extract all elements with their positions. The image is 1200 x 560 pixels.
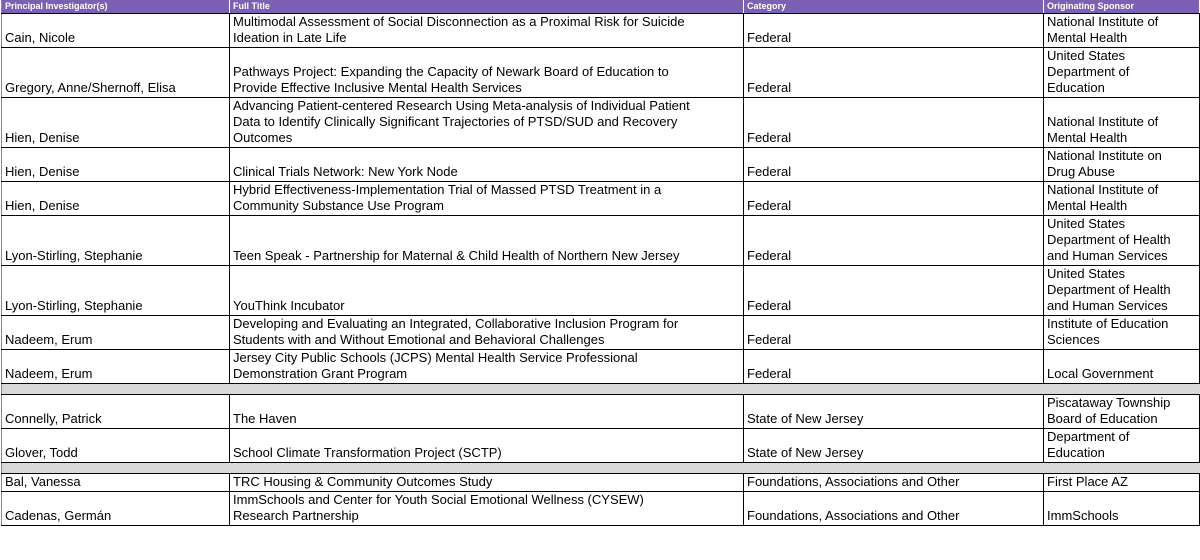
title-cell (230, 148, 744, 182)
sponsor-cell-line: Education (1047, 445, 1105, 460)
sponsor-cell-line (1047, 350, 1196, 366)
pi-cell: Nadeem, Erum (2, 350, 230, 384)
title-cell (230, 182, 744, 216)
sponsor-cell-line: United States (1047, 266, 1126, 281)
sponsor-cell (1044, 474, 1200, 492)
category-cell: Federal (744, 48, 1044, 98)
table-row (2, 98, 1200, 148)
sponsor-cell-line: Department of Health (1047, 232, 1171, 247)
header-pi: Principal Investigator(s) (2, 0, 230, 14)
sponsor-cell-line: First Place AZ (1047, 474, 1128, 489)
title-cell (230, 216, 744, 266)
sponsor-cell-line: Education (1047, 80, 1105, 95)
sponsor-cell (1044, 492, 1200, 526)
pi-cell: Connelly, Patrick (2, 395, 230, 429)
divider-cell (2, 384, 230, 395)
title-cell-line: ImmSchools and Center for Youth Social Emotional Wellness (CYSEW) (233, 492, 644, 507)
sponsor-cell-line: Department of (1047, 429, 1130, 444)
grants-table (1, 0, 1200, 526)
sponsor-cell-line: and Human Services (1047, 248, 1168, 263)
title-cell (230, 350, 744, 384)
sponsor-cell-line: National Institute of (1047, 114, 1159, 129)
category-cell: Foundations, Associations and Other (744, 492, 1044, 526)
table-row (2, 429, 1200, 463)
table-row (2, 216, 1200, 266)
pi-cell: Cain, Nicole (2, 14, 230, 48)
pi-cell: Hien, Denise (2, 182, 230, 216)
sponsor-cell (1044, 395, 1200, 429)
title-cell-line: Pathways Project: Expanding the Capacity of Newark Board of Education to (233, 64, 669, 79)
title-cell-line: Developing and Evaluating an Integrated, Collaborative Inclusion Program for (233, 316, 679, 331)
table-row (2, 316, 1200, 350)
table-row (2, 182, 1200, 216)
title-cell-line: Multimodal Assessment of Social Disconnection as a Proximal Risk for Suicide (233, 14, 685, 29)
table-row (2, 350, 1200, 384)
table-body (2, 14, 1200, 526)
title-cell-line: The Haven (233, 411, 297, 426)
sponsor-cell (1044, 350, 1200, 384)
divider-cell (1044, 463, 1200, 474)
sponsor-cell-line: Department of Health (1047, 282, 1171, 297)
sponsor-cell-line: Mental Health (1047, 198, 1128, 213)
category-cell: Federal (744, 14, 1044, 48)
title-cell (230, 316, 744, 350)
divider-cell (744, 463, 1044, 474)
pi-cell: Lyon-Stirling, Stephanie (2, 266, 230, 316)
sponsor-cell-line: Institute of Education (1047, 316, 1169, 331)
section-divider (2, 384, 1200, 395)
table-row (2, 474, 1200, 492)
header-sponsor: Originating Sponsor (1044, 0, 1200, 14)
title-cell-line: YouThink Incubator (233, 298, 345, 313)
sponsor-cell (1044, 98, 1200, 148)
category-cell: State of New Jersey (744, 395, 1044, 429)
header-title: Full Title (230, 0, 744, 14)
title-cell (230, 266, 744, 316)
header-category: Category (744, 0, 1044, 14)
divider-cell (230, 384, 744, 395)
title-cell (230, 429, 744, 463)
category-cell: State of New Jersey (744, 429, 1044, 463)
title-cell-line: Ideation in Late Life (233, 30, 347, 45)
sponsor-cell-line: National Institute of (1047, 182, 1159, 197)
sponsor-cell (1044, 216, 1200, 266)
title-cell-line: Outcomes (233, 130, 293, 145)
sponsor-cell (1044, 429, 1200, 463)
sponsor-cell-line (1047, 492, 1196, 508)
title-cell (230, 492, 744, 526)
sponsor-cell-line: United States (1047, 48, 1126, 63)
title-cell-line: Students with and Without Emotional and Behavioral Challenges (233, 332, 605, 347)
title-cell-line: Data to Identify Clinically Significant Trajectories of PTSD/SUD and Recovery (233, 114, 678, 129)
sponsor-cell (1044, 48, 1200, 98)
sponsor-cell-line: Piscataway Township (1047, 395, 1171, 410)
pi-cell: Lyon-Stirling, Stephanie (2, 216, 230, 266)
table-row (2, 395, 1200, 429)
table-row (2, 148, 1200, 182)
pi-cell: Gregory, Anne/Shernoff, Elisa (2, 48, 230, 98)
sponsor-cell-line: Sciences (1047, 332, 1100, 347)
category-cell: Federal (744, 182, 1044, 216)
table-row (2, 14, 1200, 48)
title-cell (230, 14, 744, 48)
pi-cell: Nadeem, Erum (2, 316, 230, 350)
title-cell-line: School Climate Transformation Project (SCTP) (233, 445, 502, 460)
category-cell: Federal (744, 216, 1044, 266)
category-cell: Federal (744, 350, 1044, 384)
title-cell (230, 474, 744, 492)
table-row (2, 492, 1200, 526)
sponsor-cell-line: National Institute of (1047, 14, 1159, 29)
title-cell-line: Clinical Trials Network: New York Node (233, 164, 458, 179)
title-cell (230, 395, 744, 429)
sponsor-cell-line: Local Government (1047, 366, 1154, 381)
title-cell (230, 98, 744, 148)
sponsor-cell-line: Department of (1047, 64, 1130, 79)
sponsor-cell (1044, 14, 1200, 48)
pi-cell: Hien, Denise (2, 98, 230, 148)
sponsor-cell (1044, 182, 1200, 216)
divider-cell (1044, 384, 1200, 395)
title-cell-line: Teen Speak - Partnership for Maternal & Child Health of Northern New Jersey (233, 248, 680, 263)
table-row (2, 48, 1200, 98)
sponsor-cell-line: Drug Abuse (1047, 164, 1115, 179)
category-cell: Federal (744, 316, 1044, 350)
table-row (2, 266, 1200, 316)
title-cell-line: TRC Housing & Community Outcomes Study (233, 474, 493, 489)
sponsor-cell-line: United States (1047, 216, 1126, 231)
category-cell: Federal (744, 266, 1044, 316)
pi-cell: Cadenas, Germán (2, 492, 230, 526)
sponsor-cell (1044, 148, 1200, 182)
title-cell-line: Community Substance Use Program (233, 198, 444, 213)
category-cell: Federal (744, 98, 1044, 148)
category-cell: Foundations, Associations and Other (744, 474, 1044, 492)
divider-cell (744, 384, 1044, 395)
sponsor-cell (1044, 266, 1200, 316)
sponsor-cell-line: and Human Services (1047, 298, 1168, 313)
title-cell-line: Research Partnership (233, 508, 359, 523)
sponsor-cell-line: Mental Health (1047, 30, 1128, 45)
header-row (2, 0, 1200, 14)
pi-cell: Glover, Todd (2, 429, 230, 463)
title-cell-line: Demonstration Grant Program (233, 366, 408, 381)
section-divider (2, 463, 1200, 474)
category-cell: Federal (744, 148, 1044, 182)
title-cell (230, 48, 744, 98)
title-cell-line: Hybrid Effectiveness-Implementation Trial of Massed PTSD Treatment in a (233, 182, 662, 197)
title-cell-line: Advancing Patient-centered Research Using Meta-analysis of Individual Patient (233, 98, 690, 113)
pi-cell: Hien, Denise (2, 148, 230, 182)
title-cell-line: Jersey City Public Schools (JCPS) Mental Health Service Professional (233, 350, 638, 365)
divider-cell (230, 463, 744, 474)
sponsor-cell-line: Board of Education (1047, 411, 1158, 426)
sponsor-cell-line: ImmSchools (1047, 508, 1119, 523)
sponsor-cell (1044, 316, 1200, 350)
sponsor-cell-line: National Institute on (1047, 148, 1162, 163)
title-cell-line: Provide Effective Inclusive Mental Health Services (233, 80, 522, 95)
divider-cell (2, 463, 230, 474)
pi-cell: Bal, Vanessa (2, 474, 230, 492)
sponsor-cell-line: Mental Health (1047, 130, 1128, 145)
